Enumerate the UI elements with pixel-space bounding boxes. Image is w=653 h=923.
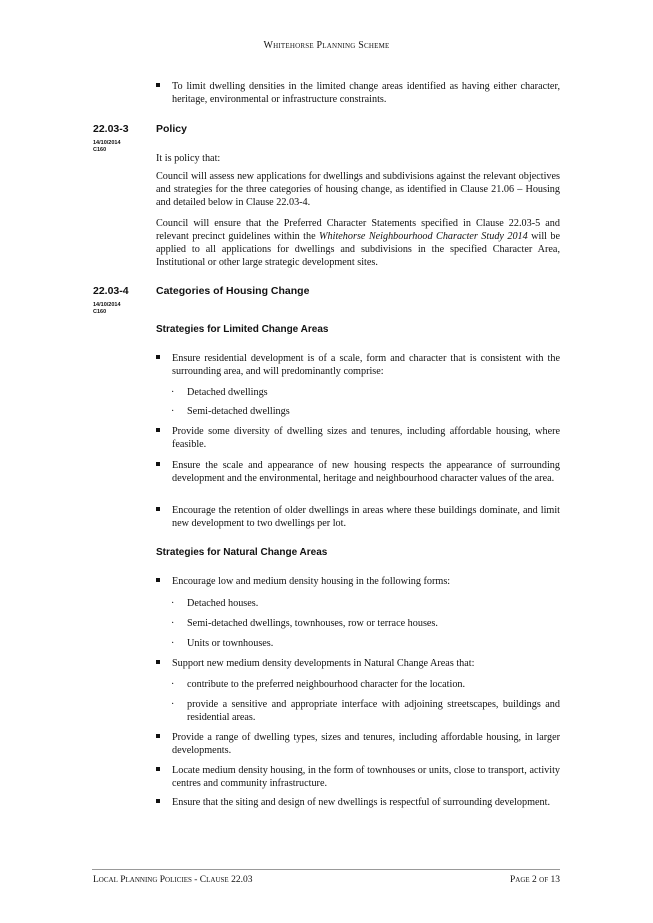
bullet-text: Encourage the retention of older dwellings in areas where these buildings dominate, and limit new development to two dwellings per lot. — [172, 505, 560, 529]
bullet-marker — [156, 577, 162, 583]
bullet-text: To limit dwelling densities in the limited change areas identified as having either character, heritage, environmental or infrastructure constraints. — [172, 81, 560, 105]
sub-bullet-marker: · — [171, 406, 175, 417]
sub-bullet-marker: · — [171, 598, 175, 609]
bullet-text: Ensure that the siting and design of new dwellings is respectful of surrounding development. — [172, 797, 550, 808]
bullet-text: Ensure residential development is of a scale, form and character that is consistent with the surrounding area, and will predominantly comprise: — [172, 353, 560, 377]
sub-bullet-text: Semi-detached dwellings — [187, 406, 290, 417]
bullet-marker — [156, 506, 162, 512]
bullet-text: Ensure the scale and appearance of new housing respects the appearance of surrounding development and the environmental, heritage and neighbourhood character values of the area. — [172, 460, 560, 484]
sub-bullet-marker: · — [171, 618, 175, 629]
amendment-ref: C160 — [93, 309, 107, 315]
bullet-marker — [156, 82, 162, 88]
clause-number: 22.03-3 — [93, 123, 129, 135]
sub-bullet-text: Detached houses. — [187, 598, 259, 609]
sub-bullet-text: provide a sensitive and appropriate interface with adjoining streetscapes, buildings and residential areas. — [187, 699, 560, 723]
page-header: Whitehorse Planning Scheme — [263, 40, 390, 51]
bullet-marker — [156, 427, 162, 433]
bullet-marker — [156, 733, 162, 739]
bullet-text: Encourage low and medium density housing in the following forms: — [172, 576, 451, 587]
policy-paragraph: Council will assess new applications for dwellings and subdivisions against the relevant objectives and strategies for the three categories of housing change, as identified in Clause 21.06 – Housing and detailed below in Clause 22.03-4. — [156, 171, 560, 208]
sub-bullet-marker: · — [171, 638, 175, 649]
clause-title: Categories of Housing Change — [156, 285, 310, 297]
sub-bullet-marker: · — [171, 679, 175, 690]
bullet-text: Locate medium density housing, in the form of townhouses or units, close to transport, activity centres and community infrastructure. — [172, 765, 560, 789]
footer-divider — [92, 869, 560, 870]
bullet-marker — [156, 461, 162, 467]
amendment-ref: C160 — [93, 147, 107, 153]
clause-number: 22.03-4 — [93, 285, 129, 297]
bullet-marker — [156, 798, 162, 804]
sub-bullet-text: Detached dwellings — [187, 387, 268, 398]
amendment-date: 14/10/2014 — [93, 302, 121, 308]
bullet-marker — [156, 659, 162, 665]
bullet-marker — [156, 766, 162, 772]
policy-text: will be applied to all applications for dwellings and subdivisions in the specified Character Area, Institutional or other large strategic development sites. — [156, 231, 561, 268]
section-heading: Strategies for Natural Change Areas — [156, 547, 328, 558]
policy-paragraph — [156, 217, 560, 269]
sub-bullet-text: Units or townhouses. — [187, 638, 274, 649]
bullet-text: Provide a range of dwelling types, sizes and tenures, including affordable housing, in larger developments. — [172, 732, 560, 756]
sub-bullet-marker: · — [171, 699, 175, 710]
bullet-text: Provide some diversity of dwelling sizes and tenures, including affordable housing, where feasible. — [172, 426, 560, 450]
sub-bullet-text: Semi-detached dwellings, townhouses, row or terrace houses. — [187, 618, 438, 629]
bullet-marker — [156, 354, 162, 360]
policy-intro: It is policy that: — [156, 153, 221, 164]
sub-bullet-text: contribute to the preferred neighbourhood character for the location. — [187, 679, 466, 690]
footer-left: Local Planning Policies - Clause 22.03 — [93, 875, 253, 885]
study-title: Whitehorse Neighbourhood Character Study 2014 — [319, 231, 528, 242]
footer-page-number: Page 2 of 13 — [510, 875, 560, 885]
section-heading: Strategies for Limited Change Areas — [156, 324, 329, 335]
amendment-date: 14/10/2014 — [93, 140, 121, 146]
clause-title: Policy — [156, 123, 187, 135]
bullet-text: Support new medium density developments in Natural Change Areas that: — [172, 658, 475, 669]
policy-text: Council will ensure that the Preferred Character Statements specified in Clause 22.03-5 and relevant precinct guidelines within the — [156, 218, 560, 242]
sub-bullet-marker: · — [171, 387, 175, 398]
